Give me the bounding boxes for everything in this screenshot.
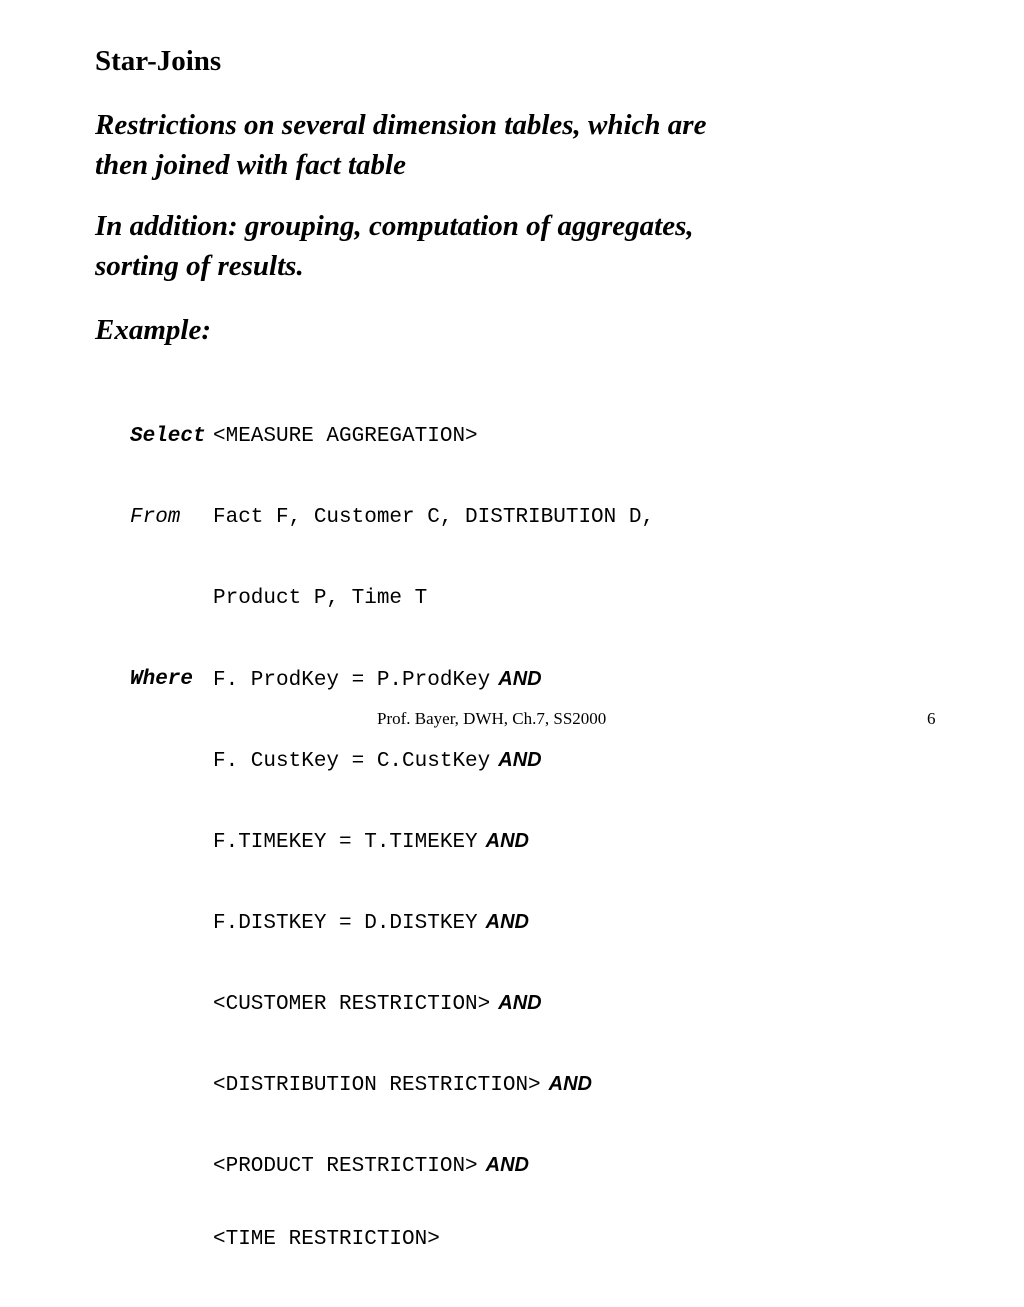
footer-text: Prof. Bayer, DWH, Ch.7, SS2000: [377, 709, 607, 728]
sql-condition-text: F. ProdKey = P.ProdKey: [213, 669, 491, 692]
sql-condition-text: <PRODUCT RESTRICTION>: [213, 1155, 478, 1178]
sql-from-clause: Product P, Time T: [213, 587, 428, 610]
sql-select-line: [130, 423, 478, 450]
sql-condition: [213, 1226, 440, 1253]
sql-keyword-and: AND: [498, 668, 542, 690]
paragraph-line: then joined with fact table: [95, 149, 406, 181]
paragraph-grouping: [95, 206, 694, 286]
paragraph-restrictions: [95, 105, 706, 185]
sql-keyword-and: AND: [485, 911, 529, 933]
sql-keyword-from: From: [130, 506, 181, 529]
sql-condition-line: [130, 747, 542, 774]
paragraph-example: [95, 310, 211, 350]
sql-keyword-and: AND: [498, 749, 542, 771]
sql-condition: [213, 909, 529, 937]
paragraph-line: In addition: grouping, computation of aggregates,: [95, 210, 694, 242]
sql-from-line: [130, 504, 655, 531]
sql-keyword-and: AND: [548, 1073, 592, 1095]
sql-condition: [213, 666, 542, 694]
sql-keyword-and: AND: [485, 830, 529, 852]
paragraph-line: Restrictions on several dimension tables, which are: [95, 109, 707, 141]
sql-condition-line: [130, 990, 542, 1017]
sql-condition: [213, 747, 542, 775]
sql-condition: [213, 828, 529, 856]
sql-condition-line: [130, 909, 529, 936]
paragraph-line: Example:: [95, 314, 211, 346]
sql-condition-text: F. CustKey = C.CustKey: [213, 750, 491, 773]
sql-keyword-and: AND: [498, 992, 542, 1014]
sql-where-line: [130, 666, 542, 693]
sql-condition-line: [130, 1152, 529, 1178]
sql-condition-text: F.TIMEKEY = T.TIMEKEY: [213, 831, 478, 854]
sql-keyword-and: AND: [485, 1154, 529, 1176]
sql-condition: [213, 1071, 592, 1099]
sql-condition-line: [130, 1226, 440, 1253]
sql-keyword-select: Select: [130, 425, 206, 448]
sql-condition-line: [130, 828, 529, 855]
sql-select-clause: <MEASURE AGGREGATION>: [213, 425, 478, 448]
sql-condition-text: <TIME RESTRICTION>: [213, 1228, 440, 1251]
sql-from-continuation: [130, 585, 428, 612]
sql-condition-line: [130, 1071, 592, 1098]
page-number: 6: [927, 709, 936, 728]
sql-condition-text: <DISTRIBUTION RESTRICTION>: [213, 1074, 541, 1097]
sql-condition-text: F.DISTKEY = D.DISTKEY: [213, 912, 478, 935]
sql-from-clause: Fact F, Customer C, DISTRIBUTION D,: [213, 506, 655, 529]
sql-condition: [213, 990, 542, 1018]
sql-condition-text: <CUSTOMER RESTRICTION>: [213, 993, 491, 1016]
sql-condition: [213, 1152, 529, 1180]
sql-keyword-where: Where: [130, 668, 194, 691]
slide-title: Star-Joins: [95, 45, 222, 77]
paragraph-line: sorting of results.: [95, 250, 304, 282]
